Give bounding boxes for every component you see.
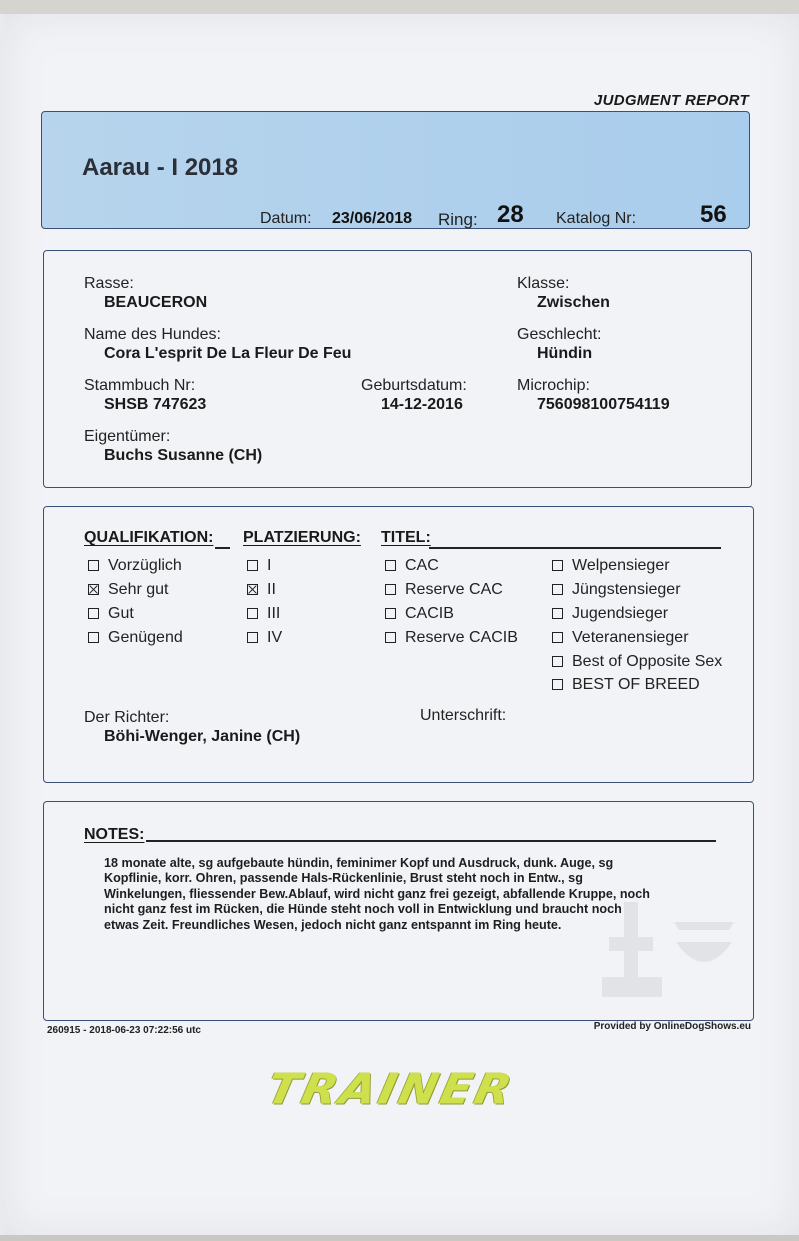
platzierung-heading: PLATZIERUNG: (243, 529, 361, 546)
notes-line: nicht ganz fest im Rücken, die Hünde steht noch voll in Entwicklung und braucht noch (104, 902, 622, 917)
titel-rule (429, 547, 721, 549)
qual-option[interactable]: Genügend (88, 629, 183, 647)
microchip-value: 756098100754119 (537, 396, 670, 413)
checkbox-icon[interactable] (552, 560, 563, 571)
checkbox-icon[interactable] (552, 679, 563, 690)
placement-option[interactable]: III (247, 605, 280, 623)
checkbox-icon[interactable] (247, 560, 258, 571)
ring-value: 28 (497, 201, 524, 228)
title-option[interactable]: Best of Opposite Sex (552, 653, 722, 671)
checkbox-icon[interactable] (552, 656, 563, 667)
notes-text (104, 856, 724, 933)
titel-heading: TITEL: (381, 529, 431, 546)
paper-top-edge (0, 0, 799, 14)
report-title: JUDGMENT REPORT (593, 92, 749, 109)
title-option[interactable]: Welpensieger (552, 557, 670, 575)
show-header-box (41, 111, 750, 229)
placement-option[interactable]: II (247, 581, 276, 599)
dog-name-value: Cora L'esprit De La Fleur De Feu (104, 345, 352, 362)
owner-label: Eigentümer: (84, 428, 171, 445)
title-option[interactable]: Reserve CACIB (385, 629, 518, 647)
checkbox-icon[interactable] (385, 560, 396, 571)
notes-line: etwas Zeit. Freundliches Wesen, jedoch nicht ganz entspannt im Ring heute. (104, 917, 562, 932)
dog-name-label: Name des Hundes: (84, 326, 221, 343)
paper-bottom-edge (0, 1235, 799, 1241)
checkbox-icon[interactable] (552, 608, 563, 619)
notes-line: 18 monate alte, sg aufgebaute hündin, feminimer Kopf und Ausdruck, dunk. Auge, sg (104, 856, 614, 870)
signature-label: Unterschrift: (420, 707, 507, 724)
geburtsdatum-value: 14-12-2016 (381, 396, 463, 413)
checkbox-icon[interactable] (385, 632, 396, 643)
heading-rule (215, 547, 230, 549)
checkbox-icon[interactable] (88, 608, 99, 619)
record-stamp: 260915 - 2018-06-23 07:22:56 utc (47, 1025, 201, 1036)
checkbox-icon[interactable] (247, 608, 258, 619)
notes-heading: NOTES: (84, 826, 145, 843)
title-option[interactable]: Veteranensieger (552, 629, 689, 647)
checkbox-icon[interactable] (552, 584, 563, 595)
title-option[interactable]: CACIB (385, 605, 454, 623)
ring-label: Ring: (438, 210, 478, 229)
checkbox-icon[interactable] (385, 608, 396, 619)
qual-option[interactable]: Gut (88, 605, 134, 623)
datum-label: Datum: (260, 210, 312, 227)
geschlecht-value: Hündin (537, 345, 593, 362)
title-option[interactable]: BEST OF BREED (552, 676, 700, 694)
checkbox-checked-icon[interactable] (247, 584, 258, 595)
title-option[interactable]: Reserve CAC (385, 581, 503, 599)
klasse-value: Zwischen (537, 294, 610, 311)
judge-label: Der Richter: (84, 709, 170, 726)
rasse-label: Rasse: (84, 275, 134, 292)
show-name: Aarau - I 2018 (82, 154, 239, 181)
checkbox-icon[interactable] (247, 632, 258, 643)
katalog-value: 56 (700, 201, 727, 228)
notes-line: Kopflinie, korr. Ohren, passende Hals-Rückenlinie, Brust steht noch in Entw., sg (104, 871, 583, 886)
checkbox-icon[interactable] (88, 632, 99, 643)
qual-option[interactable]: Vorzüglich (88, 557, 182, 575)
notes-line: Winkelungen, fliessender Bew.Ablauf, wird nicht ganz frei gezeigt, abfallende Kruppe, noch (104, 886, 650, 901)
judge-value: Böhi-Wenger, Janine (CH) (104, 728, 301, 745)
title-option[interactable]: CAC (385, 557, 439, 575)
qual-option[interactable]: Sehr gut (88, 581, 168, 599)
datum-value: 23/06/2018 (332, 210, 413, 227)
title-option[interactable]: Jüngstensieger (552, 581, 681, 599)
stammbuch-value: SHSB 747623 (104, 396, 207, 413)
checkbox-checked-icon[interactable] (88, 584, 99, 595)
rasse-value: BEAUCERON (104, 294, 208, 311)
placement-option[interactable]: IV (247, 629, 282, 647)
dog-info-box (43, 250, 752, 488)
qualifikation-heading: QUALIFIKATION: (84, 529, 214, 546)
notes-rule (146, 840, 716, 842)
placement-option[interactable]: I (247, 557, 271, 575)
title-option[interactable]: Jugendsieger (552, 605, 668, 623)
checkbox-icon[interactable] (88, 560, 99, 571)
geburtsdatum-label: Geburtsdatum: (361, 377, 467, 394)
provider-credit: Provided by OnlineDogShows.eu (593, 1021, 751, 1032)
klasse-label: Klasse: (517, 275, 570, 292)
checkbox-icon[interactable] (552, 632, 563, 643)
results-box (43, 506, 754, 783)
geschlecht-label: Geschlecht: (517, 326, 602, 343)
owner-value: Buchs Susanne (CH) (104, 447, 263, 464)
trainer-logo: TRAINER (262, 1064, 520, 1114)
stammbuch-label: Stammbuch Nr: (84, 377, 196, 394)
checkbox-icon[interactable] (385, 584, 396, 595)
microchip-label: Microchip: (517, 377, 590, 394)
notes-box (43, 801, 754, 1021)
katalog-label: Katalog Nr: (556, 210, 637, 227)
